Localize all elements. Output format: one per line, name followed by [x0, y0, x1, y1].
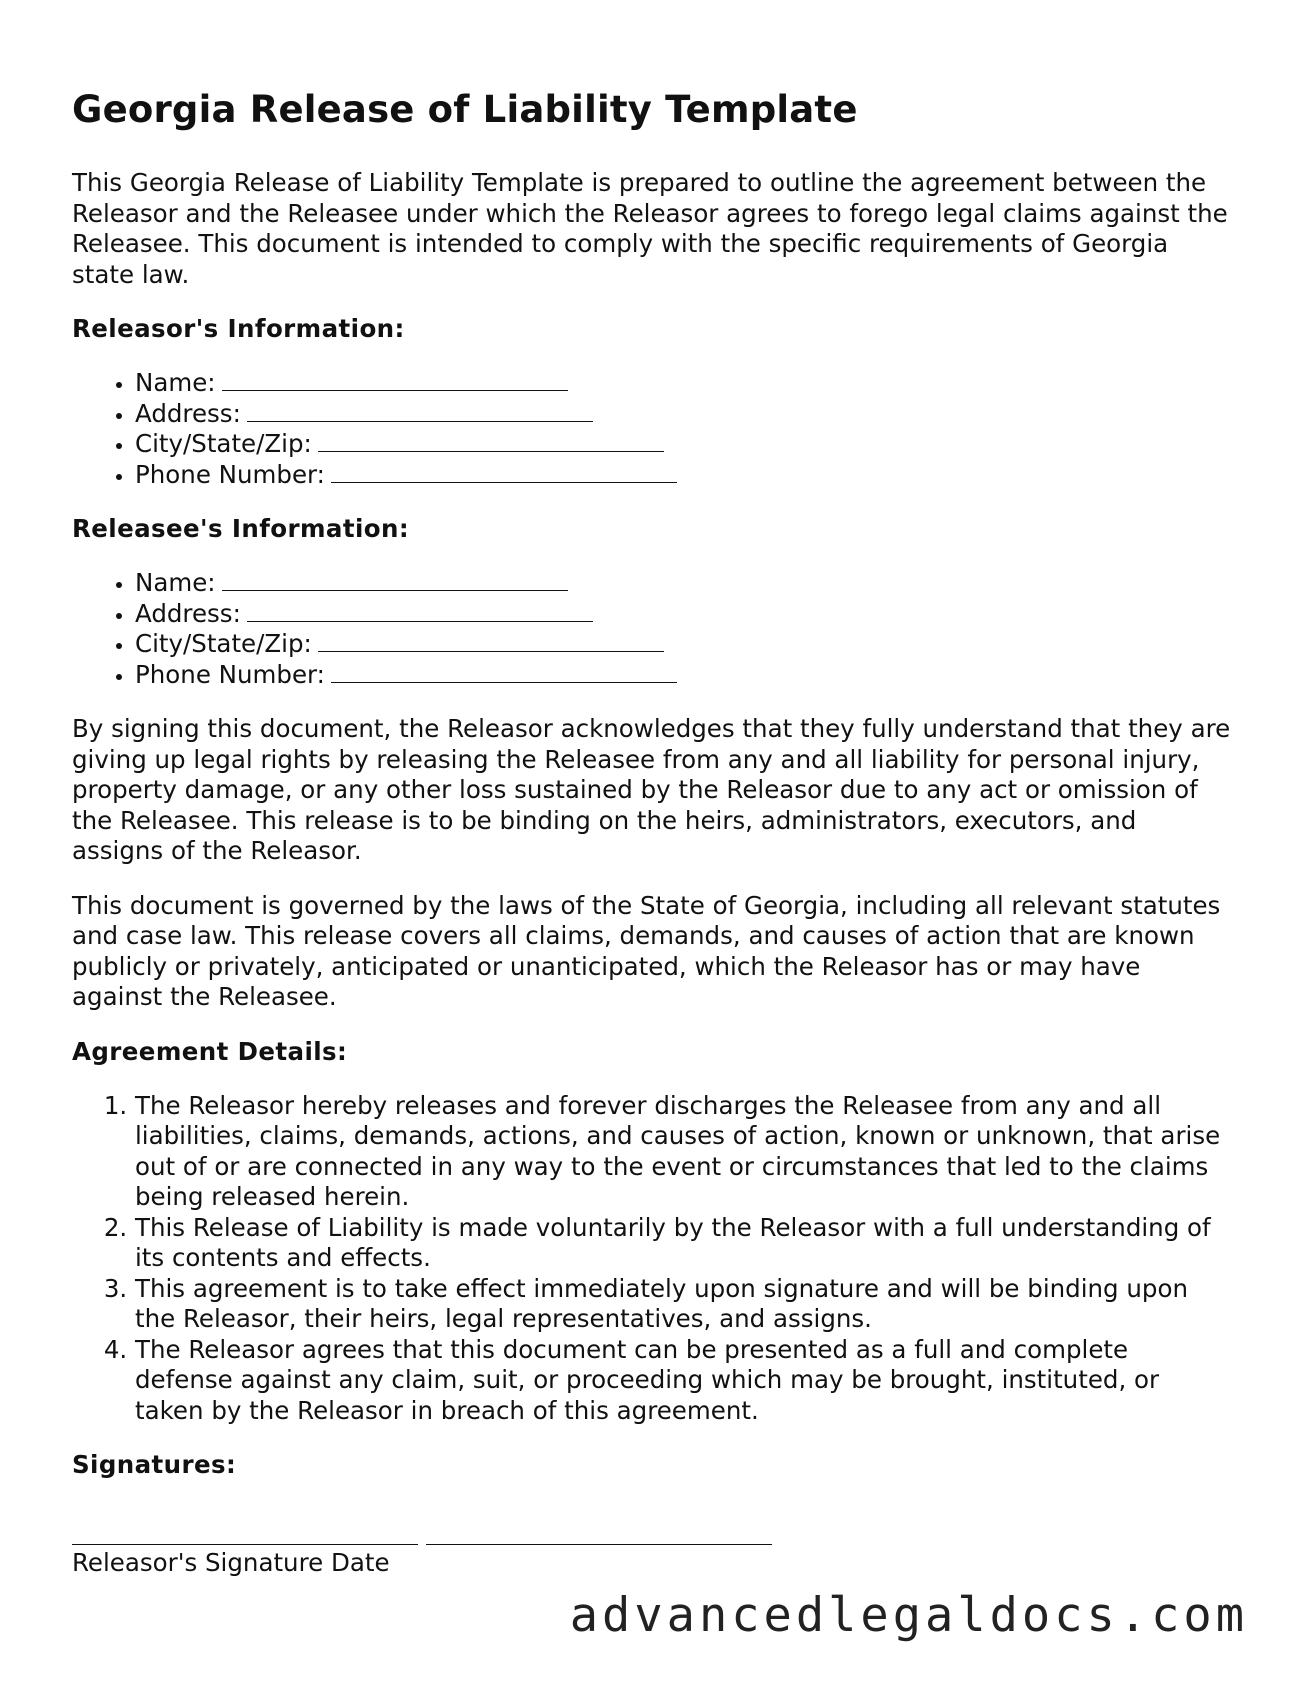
- document-title: Georgia Release of Liability Template: [72, 88, 858, 131]
- signature-lines: [72, 1518, 1232, 1548]
- field-label: Phone Number:: [135, 659, 325, 689]
- fill-in-line[interactable]: [222, 568, 568, 591]
- agreement-item: 2. This Release of Liability is made voluntarily by the Releasor with a full understanding of its contents and effects.: [135, 1213, 1232, 1274]
- signature-caption: Releasor's Signature Date: [72, 1548, 390, 1577]
- agreement-heading: Agreement Details:: [72, 1036, 348, 1066]
- agreement-item: 3. This agreement is to take effect immediately upon signature and will be binding upon the Releasor, their heirs, legal representatives, and assigns.: [135, 1274, 1232, 1335]
- document-page: [72, 88, 1232, 1578]
- field-label: Name:: [135, 568, 216, 597]
- agreement-item: 4. The Releasor agrees that this document can be presented as a full and complete defense against any claim, suit, or proceeding which may be brought, instituted, or taken by the Releasor in breach of this agreement.: [135, 1335, 1232, 1427]
- releasee-city-field: [135, 629, 1232, 660]
- releasee-fields: [72, 568, 1232, 690]
- field-label: Address:: [135, 598, 241, 628]
- fill-in-line[interactable]: [331, 460, 677, 483]
- fill-in-line[interactable]: [247, 399, 593, 422]
- releasor-phone-field: [135, 460, 1232, 491]
- watermark-logo: advancedlegaldocs.com: [569, 1588, 1248, 1643]
- releasor-city-field: [135, 429, 1232, 460]
- fill-in-line[interactable]: [247, 599, 593, 622]
- signatures-heading: Signatures:: [72, 1450, 237, 1479]
- agreement-list: [72, 1091, 1232, 1427]
- field-label: Phone Number:: [135, 459, 325, 489]
- releasee-name-field: [135, 568, 1232, 599]
- fill-in-line[interactable]: [318, 429, 664, 452]
- releasee-phone-field: [135, 660, 1232, 691]
- field-label: City/State/Zip:: [135, 629, 312, 658]
- releasee-heading: Releasee's Information:: [72, 514, 410, 543]
- releasor-address-field: [135, 399, 1232, 430]
- intro-paragraph: This Georgia Release of Liability Template is prepared to outline the agreement between the Releasor and the Releasee under which the Releasor agrees to forego legal claims against the Releasee. This document is intended to comply with the specific requirements of Georgia state law.: [72, 168, 1228, 289]
- field-label: Name:: [135, 368, 216, 397]
- agreement-item: 1. The Releasor hereby releases and forever discharges the Releasee from any and all liabilities, claims, demands, actions, and causes of action, known or unknown, that arise out of or are connected in any way to the event or circumstances that led to the claims being released herein.: [135, 1091, 1232, 1213]
- acknowledgement-paragraph: By signing this document, the Releasor acknowledges that they fully understand that they are giving up legal rights by releasing the Releasee from any and all liability for personal injury, property damage, or any other loss sustained by the Releasor due to any act or omission of the Releasee. This release is to be binding on the heirs, administrators, executors, and assigns of the Releasor.: [72, 714, 1231, 865]
- field-label: City/State/Zip:: [135, 429, 312, 458]
- signature-line[interactable]: [72, 1518, 418, 1545]
- field-label: Address:: [135, 398, 241, 428]
- governing-law-paragraph: This document is governed by the laws of the State of Georgia, including all relevant statutes and case law. This release covers all claims, demands, and causes of action that are known publicly or privately, anticipated or unanticipated, which the Releasor has or may have against the Releasee.: [72, 890, 1221, 1011]
- fill-in-line[interactable]: [331, 660, 677, 683]
- releasor-fields: [72, 368, 1232, 490]
- releasee-address-field: [135, 599, 1232, 630]
- fill-in-line[interactable]: [318, 629, 664, 652]
- releasor-heading: Releasor's Information:: [72, 314, 405, 343]
- releasor-name-field: [135, 368, 1232, 399]
- fill-in-line[interactable]: [222, 368, 568, 391]
- date-line[interactable]: [426, 1518, 772, 1545]
